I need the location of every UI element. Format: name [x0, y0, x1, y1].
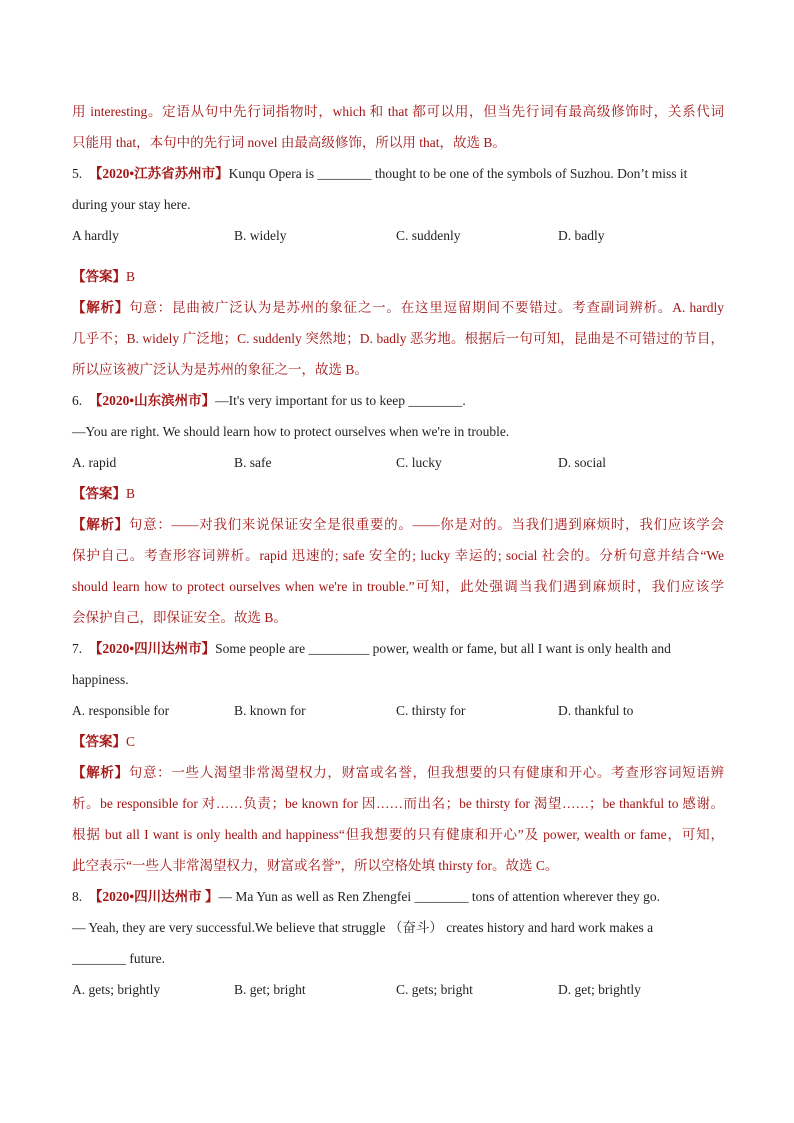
analysis-line: 根据 but all I want is only health and happiness“但我想要的只有健康和开心”及 power, wealth or fame，可知， [72, 827, 724, 842]
question-stem: — Ma Yun as well as Ren Zhengfei ________ tons of attention wherever they go. [218, 889, 661, 904]
option-b: B. get; bright [234, 982, 306, 997]
option-d: D. get; brightly [558, 982, 641, 997]
carry-over-line-2: 只能用 that，本句中的先行词 novel 由最高级修饰，所以用 that，故选 B。 [72, 135, 506, 150]
answer-tag: 【答案】 [72, 269, 126, 284]
answer-value: B [126, 486, 136, 501]
analysis-tag: 【解析】 [72, 300, 130, 315]
question-stem: —It's very important for us to keep ________. [215, 393, 466, 408]
question-stem-line [72, 158, 724, 189]
analysis-line: 保护自己。考查形容词辨析。rapid 迅速的; safe 安全的; lucky 幸运的; social 社会的。分析句意并结合“We [72, 548, 724, 563]
question-stem: Some people are _________ power, wealth or fame, but all I want is only health and [215, 641, 671, 656]
analysis-text: 句意：昆曲被广泛认为是苏州的象征之一。在这里逗留期间不要错过。考查副词辨析。A. hardly [129, 300, 724, 315]
option-a: A hardly [72, 228, 119, 243]
question-stem-line [72, 881, 724, 912]
carry-over-line-1: 用 interesting。定语从句中先行词指物时，which 和 that 都可以用，但当先行词有最高级修饰时，关系代词 [72, 104, 724, 119]
option-b: B. known for [234, 703, 306, 718]
question-number: 7. [72, 641, 83, 656]
answer-tag: 【答案】 [72, 734, 126, 749]
analysis-line [72, 292, 724, 323]
answer-line [72, 478, 724, 509]
question-stem-line: during your stay here. [72, 197, 191, 212]
option-b: B. widely [234, 228, 287, 243]
option-a: A. responsible for [72, 703, 170, 718]
option-d: D. social [558, 455, 606, 470]
question-number: 5. [72, 166, 83, 181]
question-7 [72, 633, 724, 881]
option-c: C. thirsty for [396, 703, 466, 718]
question-stem: Kunqu Opera is ________ thought to be one of the symbols of Suzhou. Don’t miss it [228, 166, 688, 181]
question-number: 8. [72, 889, 83, 904]
answer-value: B [126, 269, 136, 284]
question-stem-line: happiness. [72, 672, 129, 687]
answer-line [72, 261, 724, 292]
analysis-line: 所以应该被广泛认为是苏州的象征之一，故选 B。 [72, 362, 368, 377]
analysis-line: should learn how to protect ourselves when we're in trouble.”可知，此处强调当我们遇到麻烦时，我们应该学 [72, 579, 724, 594]
options-row [72, 695, 724, 726]
question-number: 6. [72, 393, 83, 408]
option-d: D. thankful to [558, 703, 634, 718]
question-6 [72, 385, 724, 633]
analysis-line: 几乎不；B. widely 广泛地；C. suddenly 突然地；D. badly 恶劣地。根据后一句可知，昆曲是不可错过的节目， [72, 331, 724, 346]
analysis-tag: 【解析】 [72, 517, 129, 532]
analysis-line [72, 757, 724, 788]
question-source: 【2020•山东滨州市】 [88, 393, 216, 408]
option-d: D. badly [558, 228, 605, 243]
answer-tag: 【答案】 [72, 486, 126, 501]
option-a: A. rapid [72, 455, 117, 470]
options-row [72, 974, 724, 1005]
option-a: A. gets; brightly [72, 982, 161, 997]
options-row [72, 447, 724, 478]
answer-line [72, 726, 724, 757]
question-stem-line [72, 385, 724, 416]
option-c: C. lucky [396, 455, 442, 470]
question-8 [72, 881, 724, 1005]
option-c: C. gets; bright [396, 982, 473, 997]
question-source: 【2020•四川达州市 】 [88, 889, 219, 904]
option-c: C. suddenly [396, 228, 461, 243]
question-source: 【2020•江苏省苏州市】 [88, 166, 229, 181]
option-b: B. safe [234, 455, 272, 470]
answer-value: C [126, 734, 136, 749]
analysis-line: 会保护自己，即保证安全。故选 B。 [72, 610, 287, 625]
options-row [72, 220, 724, 251]
question-source: 【2020•四川达州市】 [88, 641, 216, 656]
question-stem-line: ________ future. [72, 951, 165, 966]
question-stem-line: —You are right. We should learn how to protect ourselves when we're in trouble. [72, 424, 510, 439]
analysis-line: 析。be responsible for 对……负责；be known for 因……而出名；be thirsty for 渴望……；be thankful to 感谢。 [72, 796, 724, 811]
analysis-text: 句意：一些人渴望非常渴望权力，财富或名誉，但我想要的只有健康和开心。考查形容词短语辨 [128, 765, 725, 780]
analysis-tag: 【解析】 [72, 765, 129, 780]
document-page [72, 96, 724, 1005]
question-5 [72, 158, 724, 385]
analysis-line: 此空表示“一些人非常渴望权力，财富或名誉”，所以空格处填 thirsty for。故选 C。 [72, 858, 559, 873]
analysis-text: 句意：——对我们来说保证安全是很重要的。——你是对的。当我们遇到麻烦时，我们应该学会 [128, 517, 725, 532]
analysis-line [72, 509, 724, 540]
question-stem-line [72, 633, 724, 664]
question-stem-line: — Yeah, they are very successful.We believe that struggle （奋斗） creates history and hard work makes a [72, 920, 654, 935]
